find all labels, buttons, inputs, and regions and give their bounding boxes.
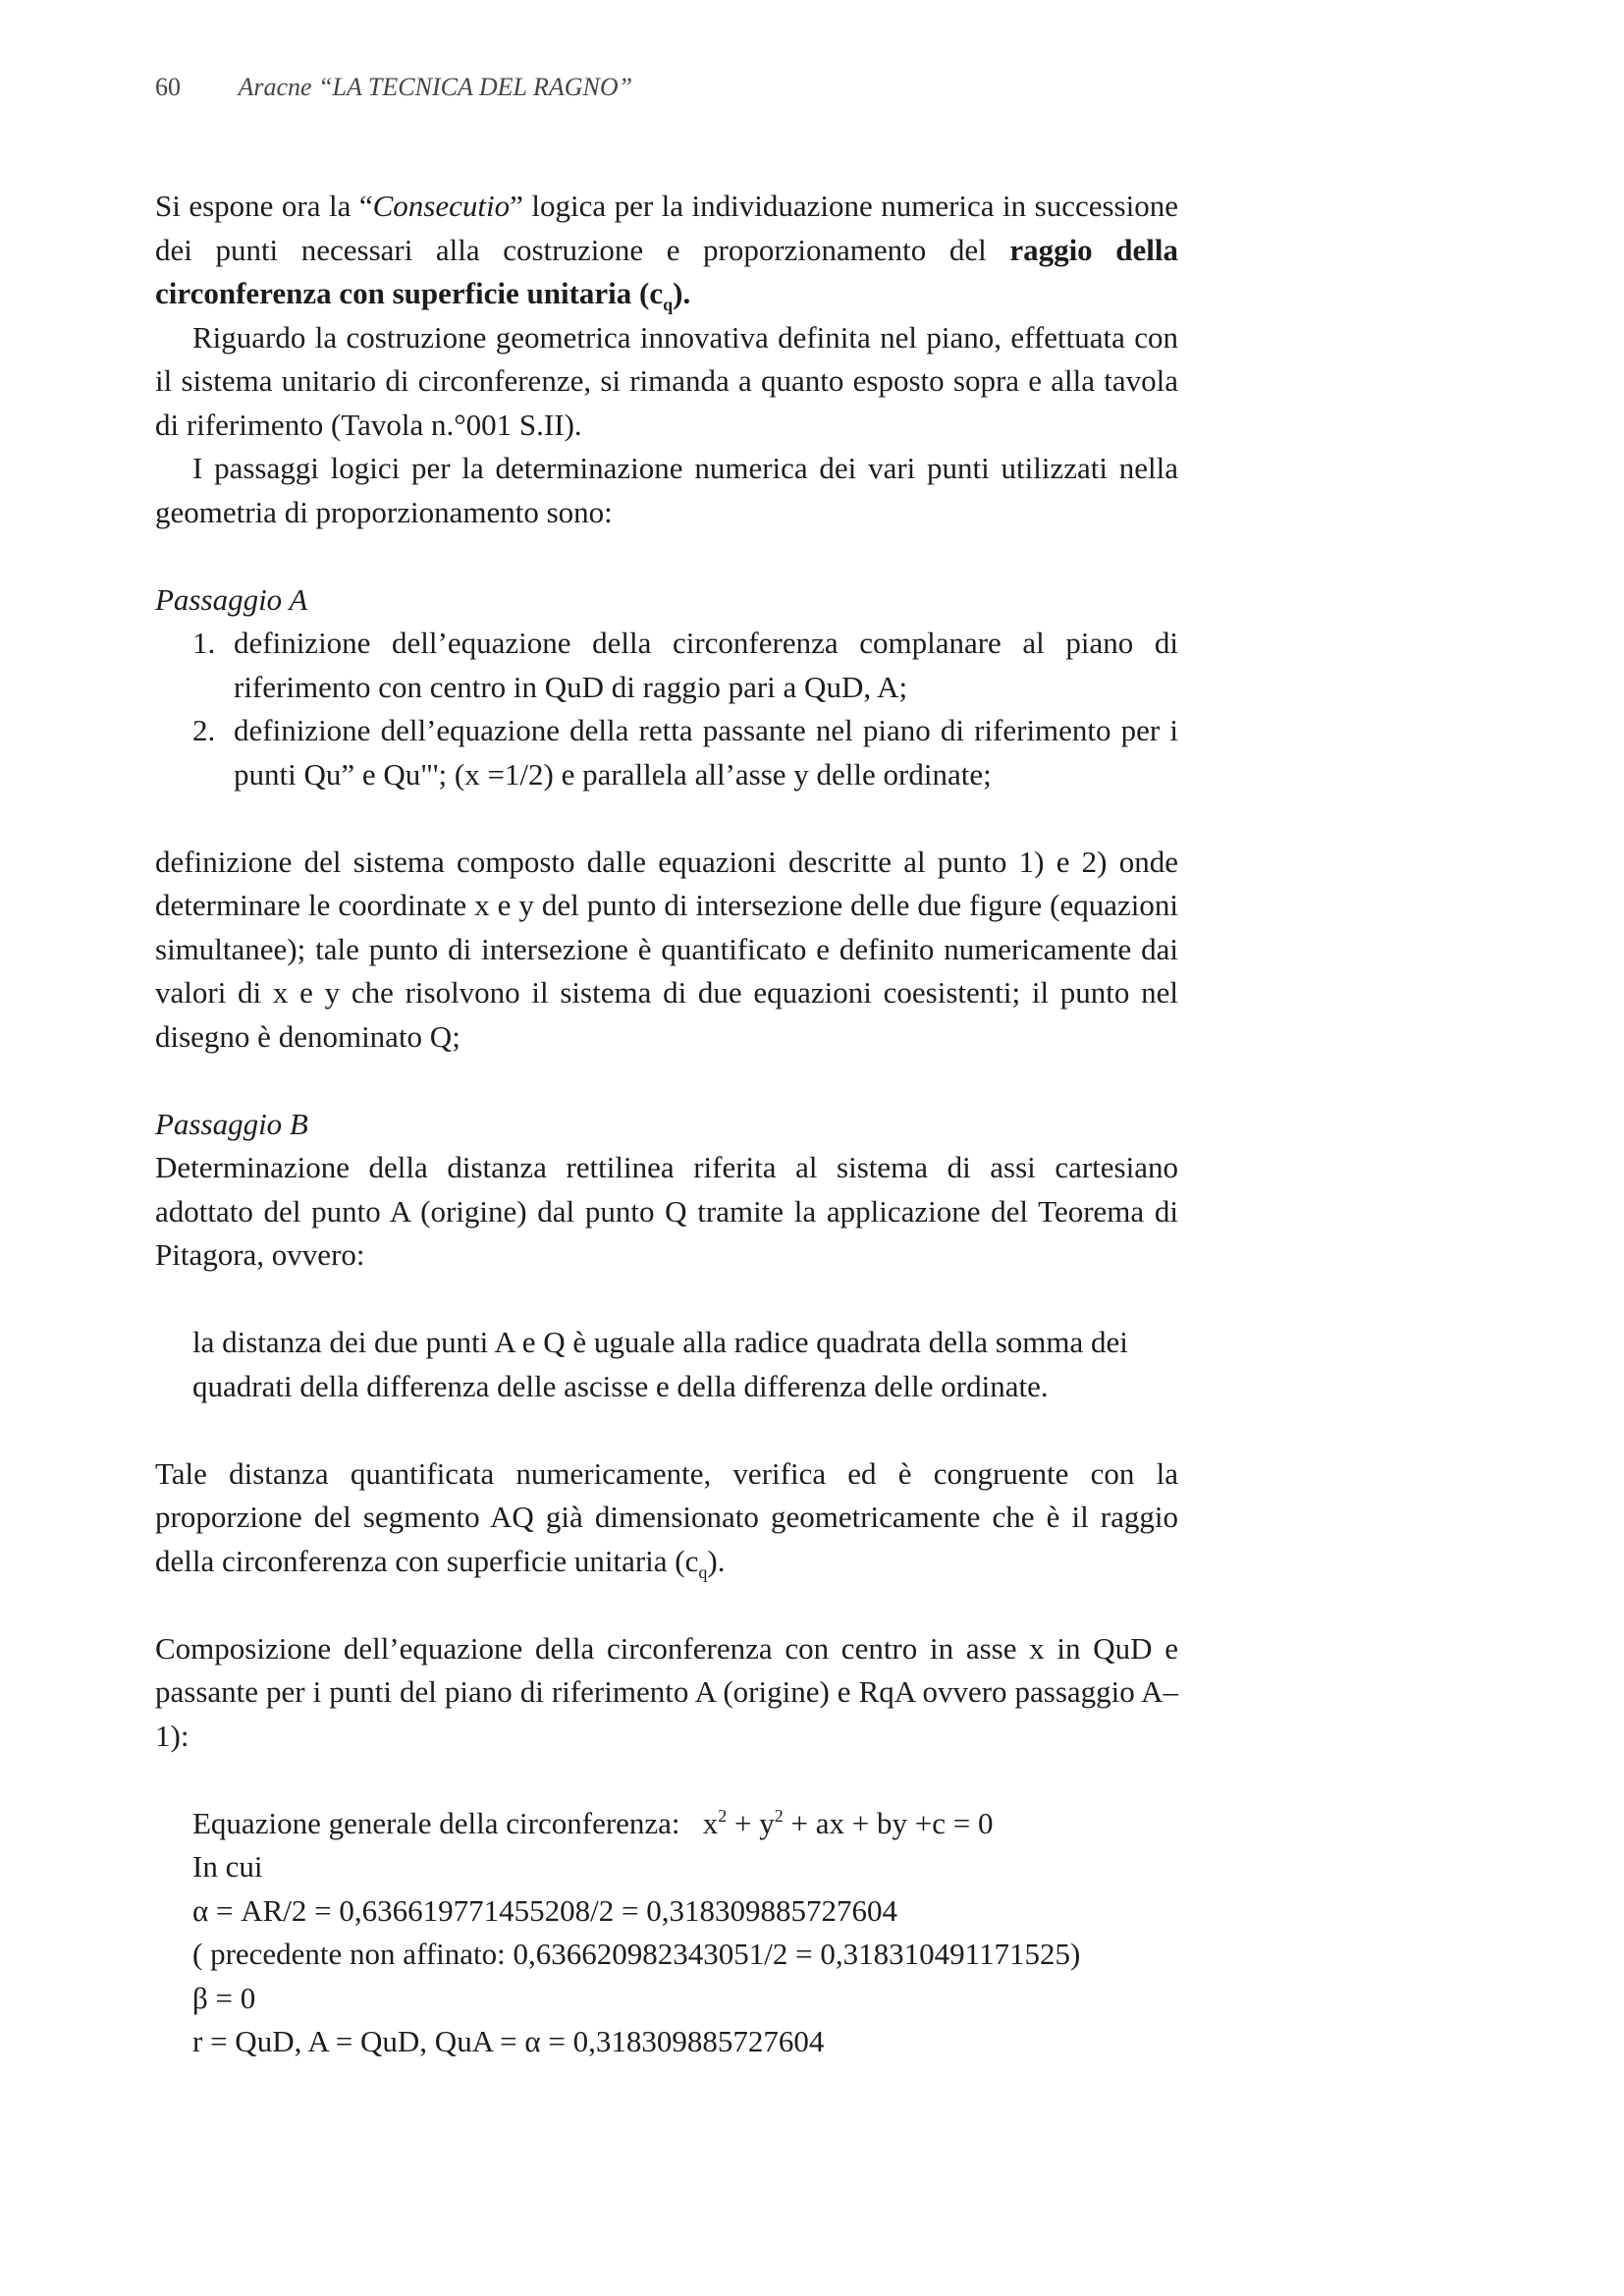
passaggio-a-system-paragraph: definizione del sistema composto dalle equazioni descritte al punto 1) e 2) onde determinare le coordinate x e y del punto di intersezione delle due figure (equazioni simultanee); tale punto di intersezione è quantificato e definito numericamente dai valori di x e y che risolvono il sistema di due equazioni coesistenti; il punto nel disegno è denominato Q;: [155, 844, 1178, 1054]
list-item: 1. definizione dell’equazione della circonferenza complanare al piano di riferimento con centro in QuD di raggio pari a QuD, A;: [192, 626, 1178, 704]
composizione-paragraph: Composizione dell’equazione della circonferenza con centro in asse x in QuD e passante per i punti del piano di riferimento A (origine) e RqA ovvero passaggio A–1):: [155, 1630, 1178, 1753]
passaggio-a-heading: Passaggio A: [155, 581, 308, 617]
beta-line: β = 0: [192, 1980, 256, 2015]
page-number: 60: [155, 73, 181, 101]
bold-phrase: raggio della circonferenza con superficie unitaria $(c_q)$.: [155, 232, 1178, 314]
page-body: [155, 185, 1178, 2064]
alpha-line: α = AR/2 = 0,636619771455208/2 = 0,318309885727604: [192, 1892, 897, 1928]
list-item: 2. definizione dell’equazione della retta passante nel piano di riferimento per i punti Qu” e Qu"'; (x =1/2) e parallela all’asse y delle ordinate;: [192, 713, 1178, 792]
intro-paragraph-1: Si espone ora la “Consecutio” logica per la individuazione numerica in successione dei punti necessari alla costruzione e proporzionamento del raggio della circonferenza con superficie unitaria $(c_q)$.: [155, 189, 1178, 314]
running-header: [155, 73, 632, 102]
precedente-line: ( precedente non affinato: 0,636620982343051/2 = 0,318310491171525): [192, 1937, 1081, 1971]
formula-block: [155, 1802, 1178, 2064]
running-title: Aracne “LA TECNICA DEL RAGNO”: [238, 73, 633, 101]
passaggio-b-paragraph: Determinazione della distanza rettilinea riferita al sistema di assi cartesiano adottato del punto A (origine) dal punto Q tramite la applicazione del Teorema di Pitagora, ovvero:: [155, 1150, 1178, 1272]
intro-paragraph-3: I passaggi logici per la determinazione numerica dei vari punti utilizzati nella geometria di proporzionamento sono:: [155, 451, 1178, 529]
passaggio-a-list: [155, 622, 1178, 796]
radius-line: r = QuD, A = QuD, QuA = α = 0,318309885727604: [192, 2024, 825, 2058]
intro-paragraph-2: Riguardo la costruzione geometrica innovativa definita nel piano, effettuata con il sistema unitario di circonferenze, si rimanda a quanto esposto sopra e alla tavola di riferimento (Tavola n.°001 S.II).: [155, 319, 1178, 442]
general-equation: Equazione generale della circonferenza: $x^2 + y^2$ + ax + by +c = 0: [192, 1805, 994, 1840]
in-cui-line: In cui: [192, 1849, 263, 1884]
passaggio-b-conclusion: Tale distanza quantificata numericamente, verifica ed è congruente con la proporzione del segmento AQ già dimensionato geometricamente che è il raggio della circonferenza con superficie unitaria $(c_q)$.: [155, 1455, 1178, 1582]
passaggio-b-heading: Passaggio B: [155, 1106, 308, 1141]
pythagoras-quote: la distanza dei due punti A e Q è uguale alla radice quadrata della somma dei quadrati della differenza delle ascisse e della differenza delle ordinate.: [192, 1325, 1128, 1403]
